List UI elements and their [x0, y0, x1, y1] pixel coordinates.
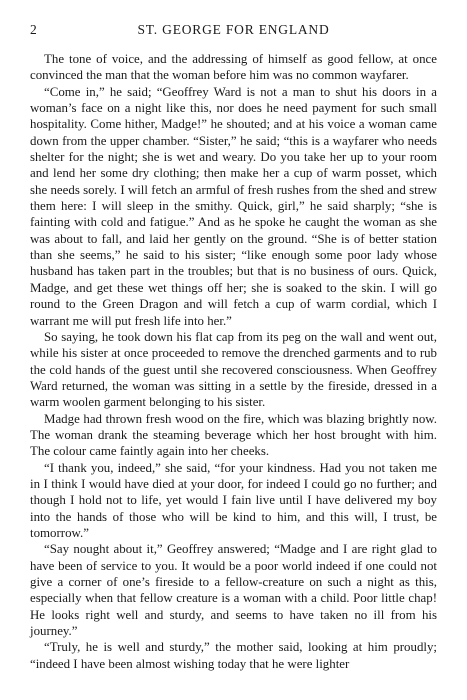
running-head: ST. GEORGE FOR ENGLAND [137, 22, 330, 37]
paragraph: Madge had thrown fresh wood on the fire, which was blazing brightly now. The woman drank the steaming beverage which her host brought with him. The colour came faintly again into her cheeks. [30, 411, 437, 459]
paragraph: “I thank you, indeed,” she said, “for your kindness. Had you not taken me in I think I would have died at your door, for indeed I could go no further; and though I hold not to life, yet would I fain live until I have delivered my boy into the hands of those who will be kind to him, and this will, I trust, be tomorrow.” [30, 460, 437, 540]
paragraph: So saying, he took down his flat cap from its peg on the wall and went out, while his sister at once proceeded to remove the drenched garments and to rub the cold hands of the guest until she recovered consciousness. When Geoffrey Ward returned, the woman was sitting in a settle by the fireside, dressed in a warm woolen garment belonging to his sister. [30, 329, 437, 410]
paragraph: “Say nought about it,” Geoffrey answered; “Madge and I are right glad to have been of service to you. It would be a poor world indeed if one could not give a corner of one’s fireside to a fellow-creature on such a night as this, especially when that fellow creature is a woman with a child. Poor little chap! He looks right well and sturdy, and seems to have taken no ill from his journey.” [30, 542, 437, 639]
paragraph: The tone of voice, and the addressing of himself as good fellow, at once convinced the man that the woman before him was no common wayfarer. [30, 52, 437, 83]
paragraph: “Come in,” he said; “Geoffrey Ward is not a man to shut his doors in a woman’s face on a night like this, nor does he need payment for such small hospitality. Come hither, Madge!” he shouted; and at his voice a woman came down from the upper chamber. “Sister,” he said; “this is a wayfarer who needs shelter for the night; she is wet and weary. Do you take her up to your room and lend her some dry clothing; then make her a cup of warm posset, which she needs sorely. I will fetch an armful of fresh rushes from the shed and strew them here: I will sleep in the smithy. Quick, girl,” he said sharply; “she is fainting with cold and fatigue.” And as he spoke he caught the woman as she was about to fall, and laid her gently on the ground. “She is of better station than she seems,” he said to his sister; “like enough some poor lady whose husband has taken part in the troubles; but that is no business of ours. Quick, Madge, and get these wet things off her; she is soaked to the skin. I will go round to the Green Dragon and will fetch a cup of warm cordial, which I warrant me will put fresh life into her.” [30, 84, 437, 328]
paragraph: “Truly, he is well and sturdy,” the mother said, looking at him proudly; “indeed I have been almost wishing today that he were lighter [30, 640, 437, 671]
body-text [30, 51, 437, 672]
page-header [30, 22, 437, 42]
page-number: 2 [30, 22, 37, 37]
